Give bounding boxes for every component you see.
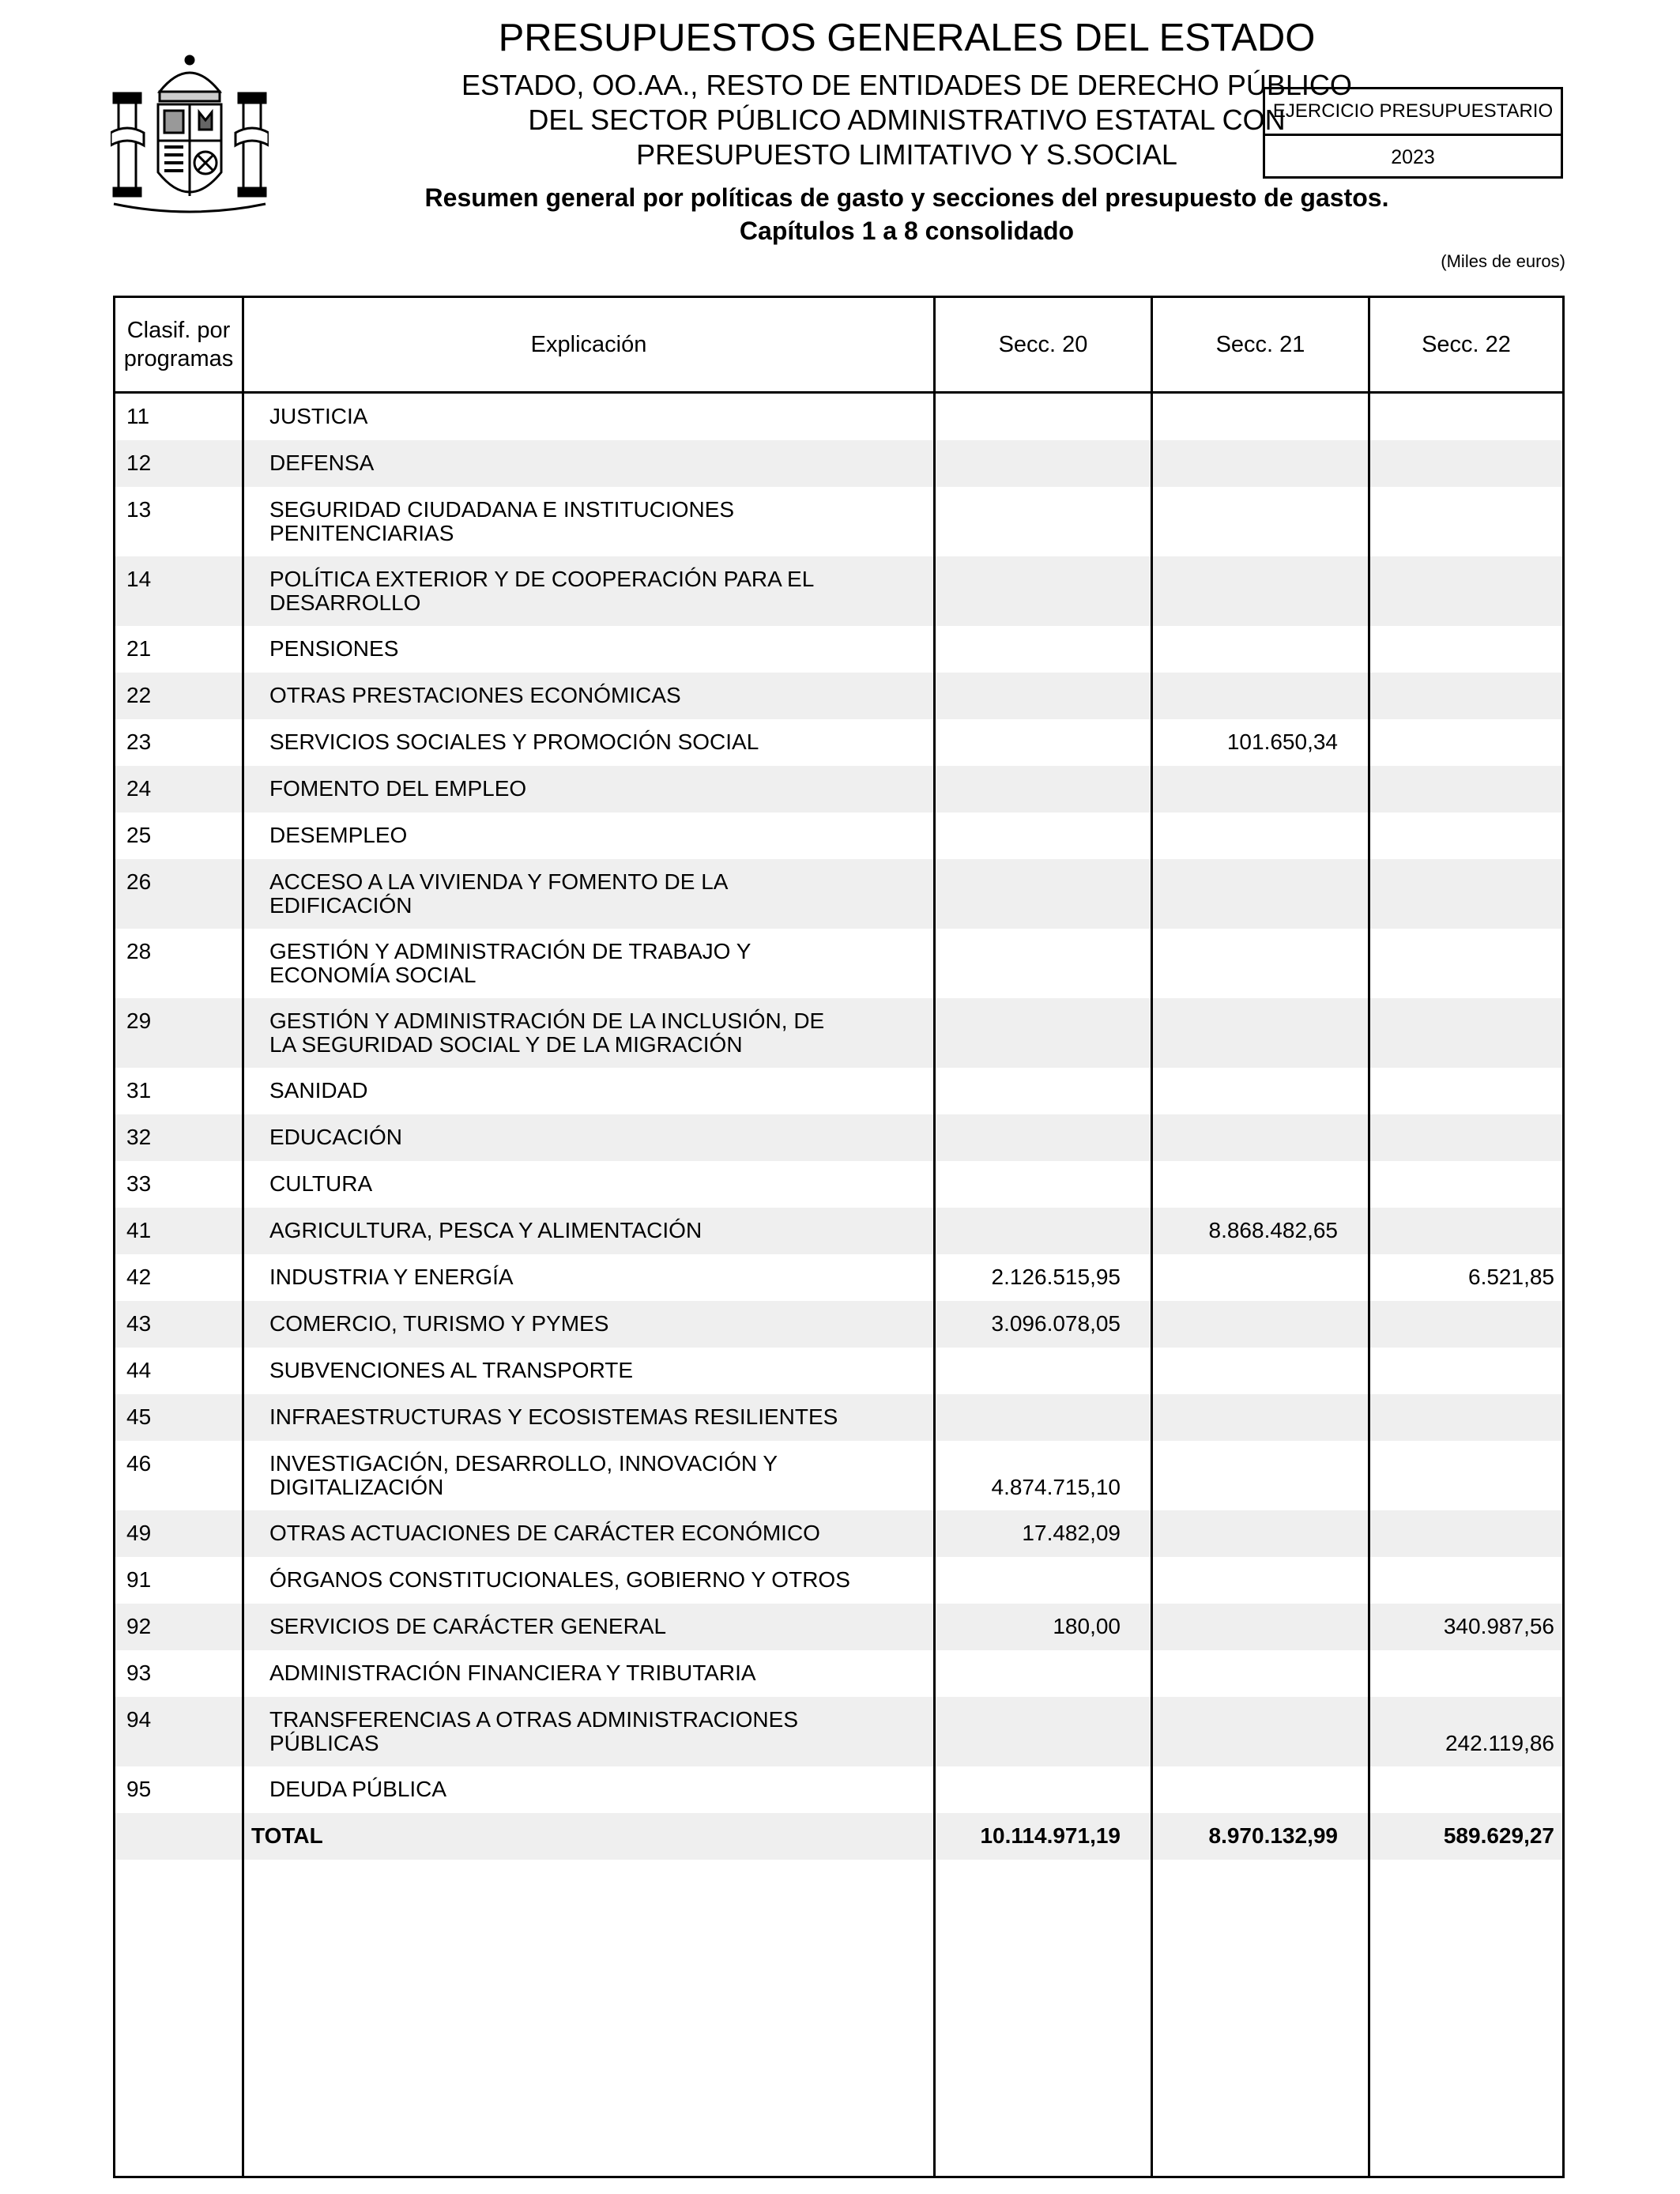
program-explanation — [269, 1079, 949, 1103]
table-row — [115, 1510, 1562, 1557]
program-code: 22 — [126, 683, 152, 707]
secc-20-value: 4.874.715,10 — [991, 1475, 1121, 1499]
explanation-line: CULTURA — [269, 1171, 373, 1196]
explanation-line: DESARROLLO — [269, 590, 421, 615]
explanation-line: AGRICULTURA, PESCA Y ALIMENTACIÓN — [269, 1218, 703, 1242]
explanation-line: DESEMPLEO — [269, 823, 408, 847]
program-explanation — [269, 1265, 949, 1289]
program-code: 24 — [126, 776, 152, 801]
table-row — [115, 719, 1562, 766]
program-code: 94 — [126, 1707, 152, 1732]
explanation-line: ADMINISTRACIÓN FINANCIERA Y TRIBUTARIA — [269, 1661, 756, 1685]
subtitle-line-1: ESTADO, OO.AA., RESTO DE ENTIDADES DE DERECHO PÚBLICO — [461, 69, 1352, 101]
table-row — [115, 1394, 1562, 1441]
program-explanation — [269, 1172, 949, 1196]
program-explanation — [269, 1359, 949, 1382]
column-divider — [1151, 298, 1153, 2176]
explanation-line: DIGITALIZACIÓN — [269, 1475, 444, 1499]
explanation-line: INFRAESTRUCTURAS Y ECOSISTEMAS RESILIENTES — [269, 1404, 838, 1429]
explanation-line: OTRAS ACTUACIONES DE CARÁCTER ECONÓMICO — [269, 1521, 820, 1545]
program-explanation — [269, 451, 949, 475]
table-row — [115, 1161, 1562, 1208]
column-header-code: Clasif. por programas — [123, 318, 234, 371]
program-code: 93 — [126, 1661, 152, 1685]
program-explanation — [269, 870, 949, 918]
program-explanation — [269, 1405, 949, 1429]
table-row — [115, 487, 1562, 556]
table-row — [115, 1348, 1562, 1394]
explanation-line: PENSIONES — [269, 636, 399, 661]
program-code: 49 — [126, 1521, 152, 1545]
total-row — [115, 1813, 1562, 1860]
units-note: (Miles de euros) — [1441, 251, 1565, 271]
program-explanation — [269, 1777, 949, 1801]
program-explanation — [269, 940, 949, 987]
table-row — [115, 929, 1562, 998]
explanation-line: PENITENCIARIAS — [269, 521, 454, 545]
secc-22-value: 6.521,85 — [1468, 1265, 1554, 1289]
explanation-line: SEGURIDAD CIUDADANA E INSTITUCIONES — [269, 497, 735, 522]
explanation-line: INDUSTRIA Y ENERGÍA — [269, 1265, 514, 1289]
table-row — [115, 812, 1562, 859]
total-label: TOTAL — [251, 1823, 323, 1848]
program-explanation — [269, 567, 949, 615]
program-code: 44 — [126, 1358, 152, 1382]
table-row — [115, 1114, 1562, 1161]
budget-year-box — [1263, 87, 1563, 179]
explanation-line: GESTIÓN Y ADMINISTRACIÓN DE LA INCLUSIÓN, DE — [269, 1008, 825, 1033]
program-code: 12 — [126, 450, 152, 475]
column-header-explanation: Explicación — [530, 332, 647, 357]
table-row — [115, 626, 1562, 673]
table-row — [115, 1301, 1562, 1348]
program-explanation — [269, 1312, 949, 1336]
secc-20-value: 180,00 — [1053, 1614, 1121, 1638]
table-row — [115, 1650, 1562, 1697]
explanation-line: SERVICIOS SOCIALES Y PROMOCIÓN SOCIAL — [269, 729, 759, 754]
explanation-line: POLÍTICA EXTERIOR Y DE COOPERACIÓN PARA EL — [269, 567, 815, 591]
secc-22-value: 242.119,86 — [1445, 1731, 1554, 1755]
table-row — [115, 1254, 1562, 1301]
total-secc-21: 8.970.132,99 — [1208, 1823, 1338, 1848]
explanation-line: GESTIÓN Y ADMINISTRACIÓN DE TRABAJO Y — [269, 939, 751, 963]
program-explanation — [269, 684, 949, 707]
table-row — [115, 440, 1562, 487]
column-header-secc-20: Secc. 20 — [998, 332, 1088, 357]
program-code: 25 — [126, 823, 152, 847]
explanation-line: JUSTICIA — [269, 404, 368, 428]
program-code: 42 — [126, 1265, 152, 1289]
description-line-1: Resumen general por políticas de gasto y secciones del presupuesto de gastos. — [424, 183, 1389, 212]
program-code: 33 — [126, 1171, 152, 1196]
explanation-line: TRANSFERENCIAS A OTRAS ADMINISTRACIONES — [269, 1707, 799, 1732]
page-title: PRESUPUESTOS GENERALES DEL ESTADO — [498, 17, 1316, 59]
program-explanation — [269, 1661, 949, 1685]
subtitle-line-3: PRESUPUESTO LIMITATIVO Y S.SOCIAL — [636, 138, 1177, 171]
program-code: 92 — [126, 1614, 152, 1638]
explanation-line: PÚBLICAS — [269, 1731, 379, 1755]
program-explanation — [269, 730, 949, 754]
program-explanation — [269, 1708, 949, 1755]
column-divider — [933, 298, 936, 2176]
table-row — [115, 556, 1562, 626]
budget-year-value: 2023 — [1391, 146, 1435, 168]
program-explanation — [269, 405, 949, 428]
program-code: 23 — [126, 729, 152, 754]
explanation-line: DEUDA PÚBLICA — [269, 1777, 447, 1801]
program-code: 91 — [126, 1567, 152, 1592]
table-row — [115, 1068, 1562, 1114]
explanation-line: FOMENTO DEL EMPLEO — [269, 776, 527, 801]
program-explanation — [269, 498, 949, 545]
program-code: 26 — [126, 869, 152, 894]
program-code: 45 — [126, 1404, 152, 1429]
secc-20-value: 2.126.515,95 — [991, 1265, 1121, 1289]
program-code: 43 — [126, 1311, 152, 1336]
description-line-2: Capítulos 1 a 8 consolidado — [739, 217, 1075, 245]
table-row — [115, 766, 1562, 812]
program-code: 29 — [126, 1008, 152, 1033]
column-header-secc-21: Secc. 21 — [1215, 332, 1305, 357]
explanation-line: LA SEGURIDAD SOCIAL Y DE LA MIGRACIÓN — [269, 1032, 743, 1057]
explanation-line: ECONOMÍA SOCIAL — [269, 963, 477, 987]
table-row — [115, 1557, 1562, 1604]
explanation-line: COMERCIO, TURISMO Y PYMES — [269, 1311, 609, 1336]
program-code: 95 — [126, 1777, 152, 1801]
table-header — [115, 298, 1562, 394]
program-explanation — [269, 777, 949, 801]
table-row — [115, 1766, 1562, 1813]
budget-table — [113, 296, 1565, 2178]
program-explanation — [269, 1125, 949, 1149]
column-header-secc-22: Secc. 22 — [1422, 332, 1511, 357]
total-secc-22: 589.629,27 — [1443, 1823, 1554, 1848]
program-explanation — [269, 1009, 949, 1057]
secc-20-value: 17.482,09 — [1022, 1521, 1121, 1545]
program-explanation — [269, 824, 949, 847]
program-code: 13 — [126, 497, 152, 522]
coat-of-arms-logo — [111, 54, 269, 216]
column-divider — [242, 298, 244, 2176]
program-explanation — [269, 1568, 949, 1592]
program-code: 32 — [126, 1125, 152, 1149]
program-code: 28 — [126, 939, 152, 963]
program-explanation — [269, 1615, 949, 1638]
program-code: 31 — [126, 1078, 152, 1103]
explanation-line: ÓRGANOS CONSTITUCIONALES, GOBIERNO Y OTROS — [269, 1567, 850, 1592]
program-code: 41 — [126, 1218, 152, 1242]
explanation-line: SERVICIOS DE CARÁCTER GENERAL — [269, 1614, 667, 1638]
table-row — [115, 1441, 1562, 1510]
program-code: 14 — [126, 567, 152, 591]
explanation-line: DEFENSA — [269, 450, 375, 475]
table-row — [115, 1697, 1562, 1766]
total-secc-20: 10.114.971,19 — [980, 1823, 1121, 1848]
program-explanation — [269, 1219, 949, 1242]
program-code: 11 — [126, 404, 150, 428]
explanation-line: SANIDAD — [269, 1078, 368, 1103]
explanation-line: ACCESO A LA VIVIENDA Y FOMENTO DE LA — [269, 869, 729, 894]
explanation-line: EDUCACIÓN — [269, 1125, 403, 1149]
program-explanation — [269, 637, 949, 661]
program-explanation — [269, 1452, 949, 1499]
explanation-line: EDIFICACIÓN — [269, 893, 412, 918]
budget-year-label: EJERCICIO PRESUPUESTARIO — [1265, 89, 1561, 136]
table-row — [115, 859, 1562, 929]
explanation-line: OTRAS PRESTACIONES ECONÓMICAS — [269, 683, 681, 707]
table-row — [115, 1208, 1562, 1254]
explanation-line: INVESTIGACIÓN, DESARROLLO, INNOVACIÓN Y — [269, 1451, 778, 1476]
secc-20-value: 3.096.078,05 — [991, 1311, 1121, 1336]
table-row — [115, 1604, 1562, 1650]
table-row — [115, 394, 1562, 440]
table-row — [115, 673, 1562, 719]
secc-21-value: 8.868.482,65 — [1208, 1218, 1338, 1242]
subtitle-line-2: DEL SECTOR PÚBLICO ADMINISTRATIVO ESTATAL CON — [528, 104, 1286, 136]
program-code: 21 — [126, 636, 152, 661]
column-divider — [1368, 298, 1370, 2176]
table-row — [115, 998, 1562, 1068]
secc-22-value: 340.987,56 — [1443, 1614, 1554, 1638]
program-code: 46 — [126, 1451, 152, 1476]
secc-21-value: 101.650,34 — [1226, 729, 1338, 754]
program-explanation — [269, 1521, 949, 1545]
explanation-line: SUBVENCIONES AL TRANSPORTE — [269, 1358, 634, 1382]
